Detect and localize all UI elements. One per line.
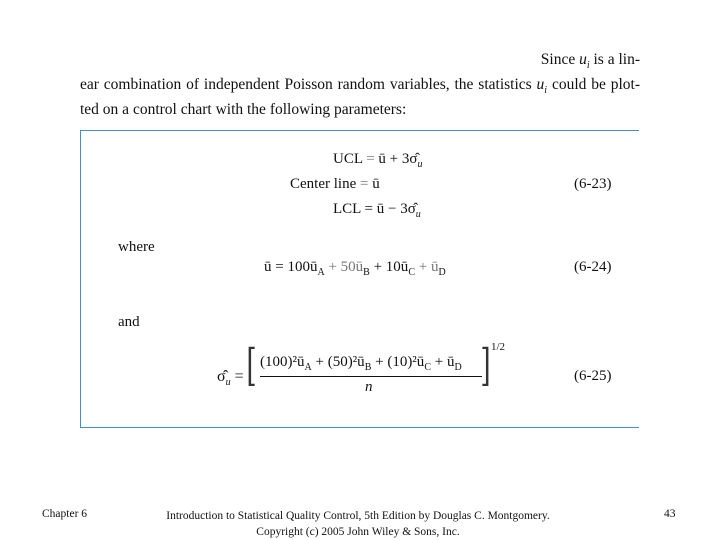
sigma-numerator: $(100)^2ū_A$ + $(50)^2ū_B$ + $(10)^2ū_C$ + $ū_D$ bbox=[260, 354, 462, 373]
footer-chapter: Chapter 6 bbox=[42, 508, 88, 520]
ucl-equation: UCL = ū + $3\sigmâ_u$ bbox=[333, 151, 423, 170]
sigma-hat-lhs: $\sigmâ_u$ = bbox=[217, 368, 244, 389]
equation-box bbox=[80, 130, 639, 428]
lcl-equation: LCL = ū − $3\sigmâ_u$ bbox=[333, 201, 421, 220]
intro-line-3: ted on a control chart with the following parameters: bbox=[80, 101, 407, 119]
left-bracket: [ bbox=[246, 340, 257, 391]
intro-line-2: ear combination of independent Poisson random variables, the statistics $u_i$ could be plot- bbox=[80, 76, 640, 97]
equation-number-6-25: (6-25) bbox=[574, 368, 612, 384]
equation-number-6-23: (6-23) bbox=[574, 176, 612, 192]
citation-line-1: Introduction to Statistical Quality Control, 5th Edition by Douglas C. Montgomery. bbox=[166, 510, 550, 522]
footer-page-number: 43 bbox=[664, 508, 676, 520]
footer-citation bbox=[150, 508, 566, 540]
intro-paragraph bbox=[80, 50, 640, 119]
citation-line-2: Copyright (c) 2005 John Wiley & Sons, Inc. bbox=[256, 526, 460, 538]
ubar-definition: ū = $100ū_A$ + $50ū_B$ + $10ū_C$ + $ū_D$ bbox=[264, 259, 446, 278]
right-bracket: ] bbox=[480, 340, 491, 391]
sigma-exponent: 1/2 bbox=[491, 341, 506, 353]
sigma-denominator: n bbox=[365, 379, 373, 395]
center-line-equation: Center line = ū bbox=[290, 176, 380, 192]
and-label: and bbox=[118, 314, 140, 330]
intro-line-1: Since $u_i$ is a lin- bbox=[540, 51, 640, 72]
fraction-bar bbox=[260, 376, 482, 377]
where-label: where bbox=[118, 239, 155, 255]
equation-number-6-24: (6-24) bbox=[574, 259, 612, 275]
